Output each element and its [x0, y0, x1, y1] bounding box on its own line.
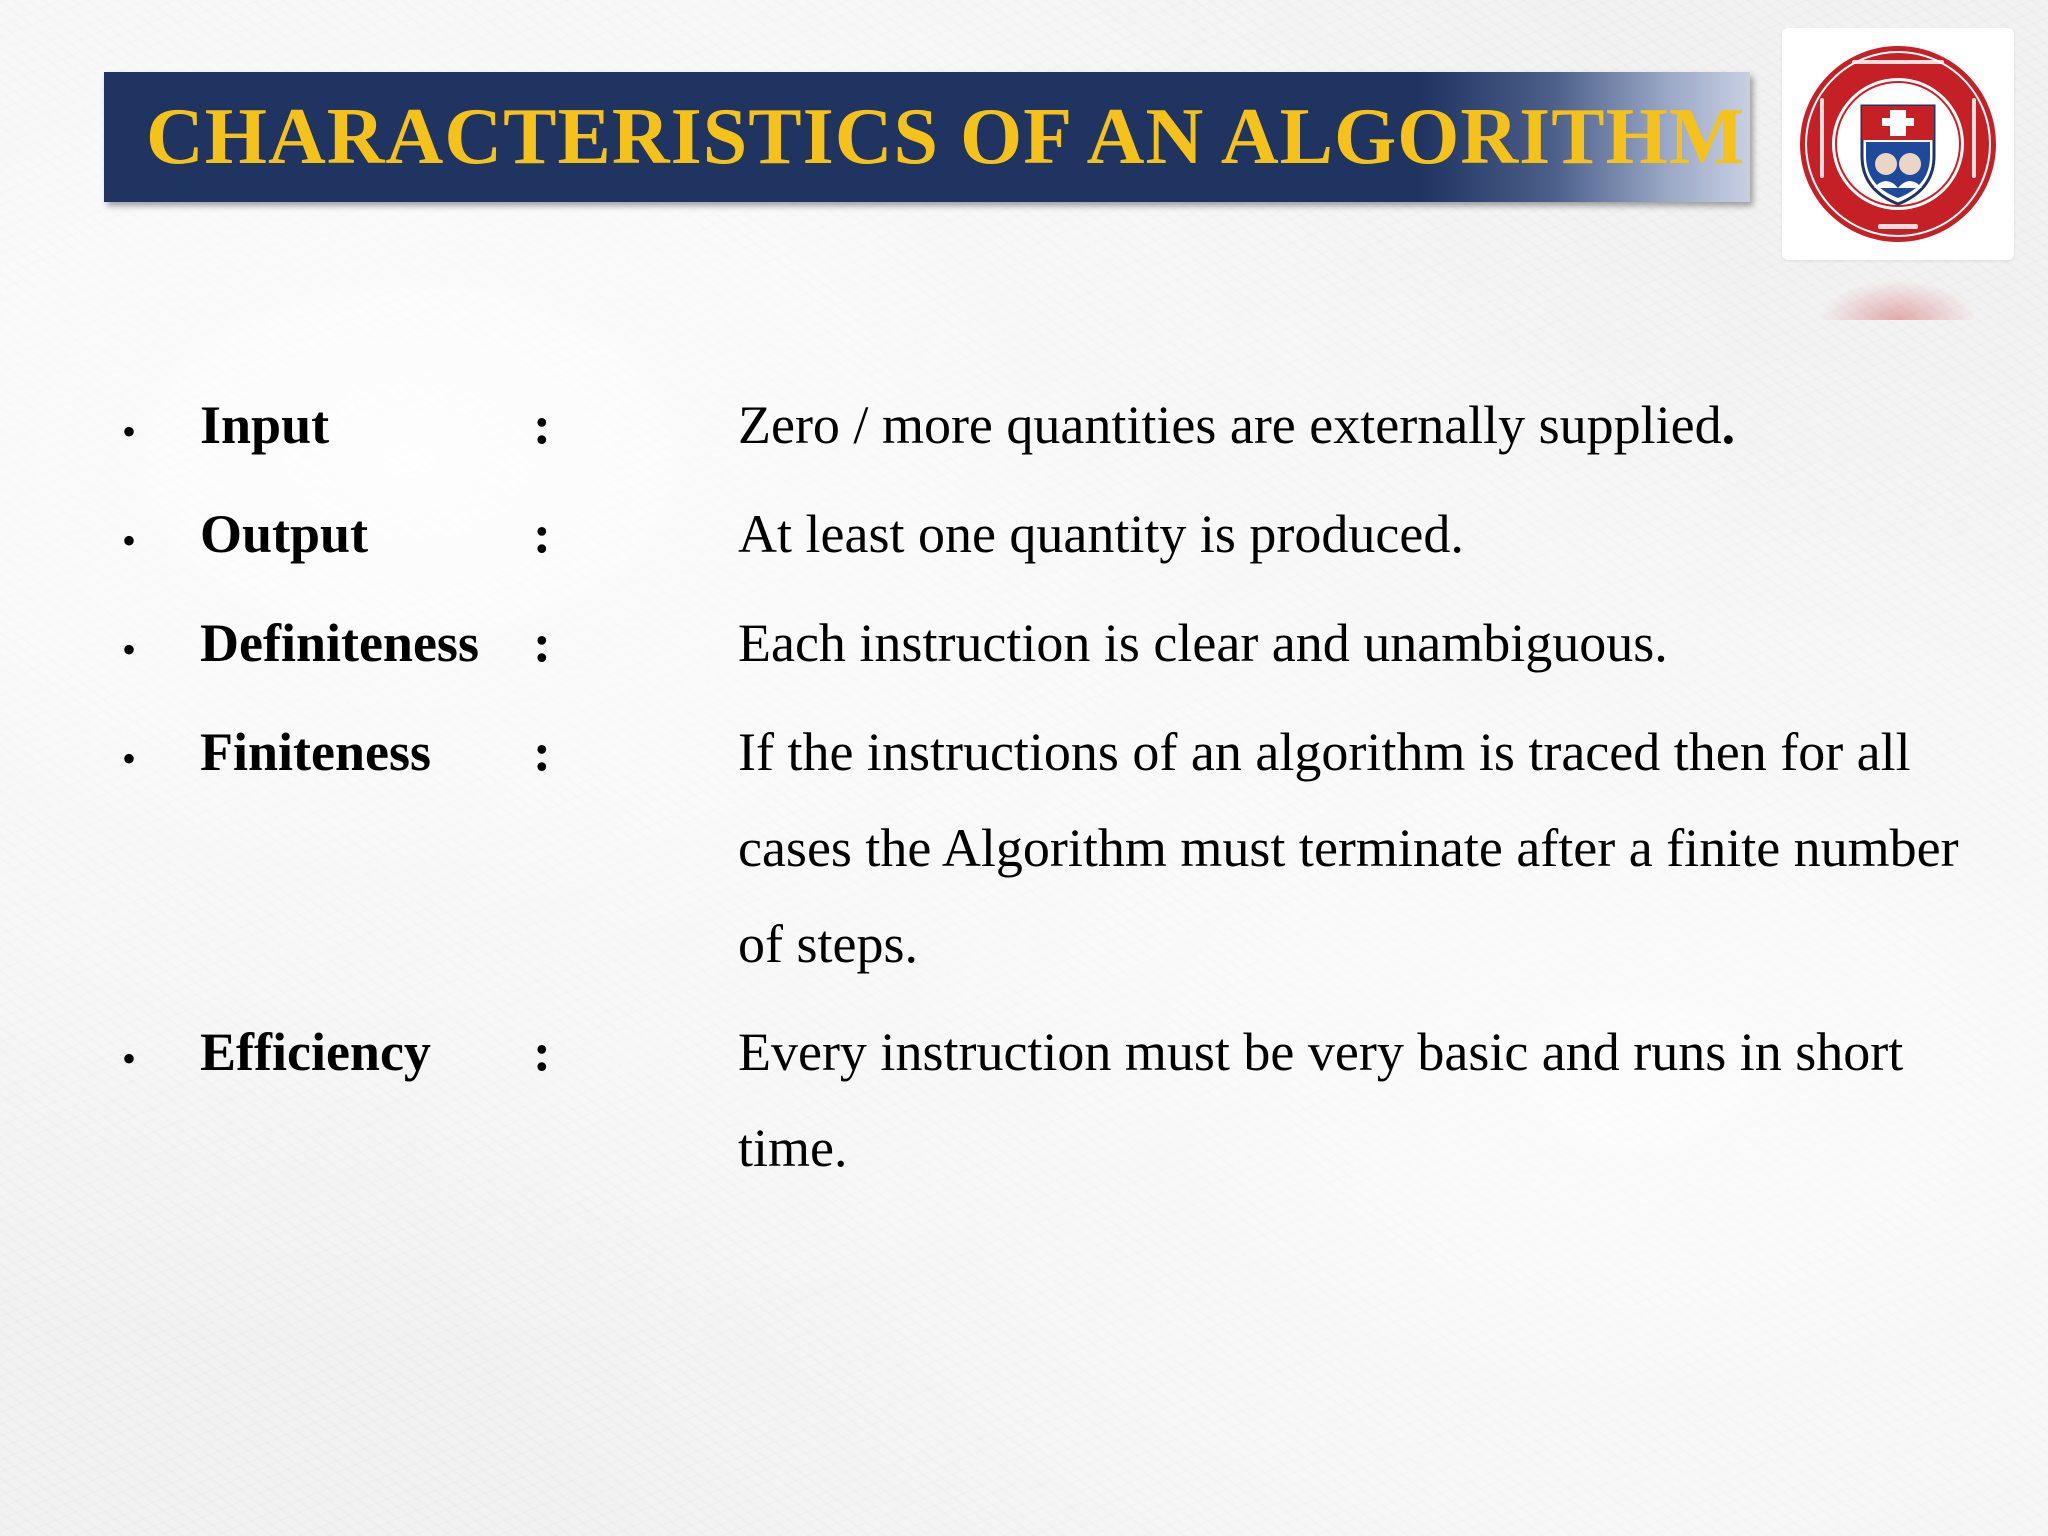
term-label: Definiteness [200, 613, 479, 673]
bullet-icon: • [122, 409, 137, 454]
bullet-icon: • [122, 736, 137, 781]
description-text: Zero / more quantities are externally supplied [738, 395, 1722, 455]
description: At least one quantity is produced. [738, 504, 1464, 564]
term-label: Efficiency [200, 1022, 431, 1082]
term-label: Input [200, 395, 330, 455]
term-label: Output [200, 504, 369, 564]
separator: : [533, 613, 551, 673]
description: Each instruction is clear and unambiguous. [738, 613, 1668, 673]
description [738, 377, 1988, 473]
slide-title: CHARACTERISTICS OF AN ALGORITHM [146, 93, 1746, 181]
separator: : [533, 395, 551, 455]
description: Every instruction must be very basic and runs in short time. [738, 1022, 1904, 1178]
description: If the instructions of an algorithm is traced then for all cases the Algorithm must terminate after a finite number of steps. [738, 722, 1959, 974]
separator: : [533, 722, 551, 782]
bullet-icon: • [122, 627, 137, 672]
separator: : [533, 504, 551, 564]
term-label: Finiteness [200, 722, 432, 782]
bullet-icon: • [122, 518, 137, 563]
bullet-icon: • [122, 1036, 137, 1081]
separator: : [533, 1022, 551, 1082]
description-trailing: . [1721, 395, 1736, 455]
